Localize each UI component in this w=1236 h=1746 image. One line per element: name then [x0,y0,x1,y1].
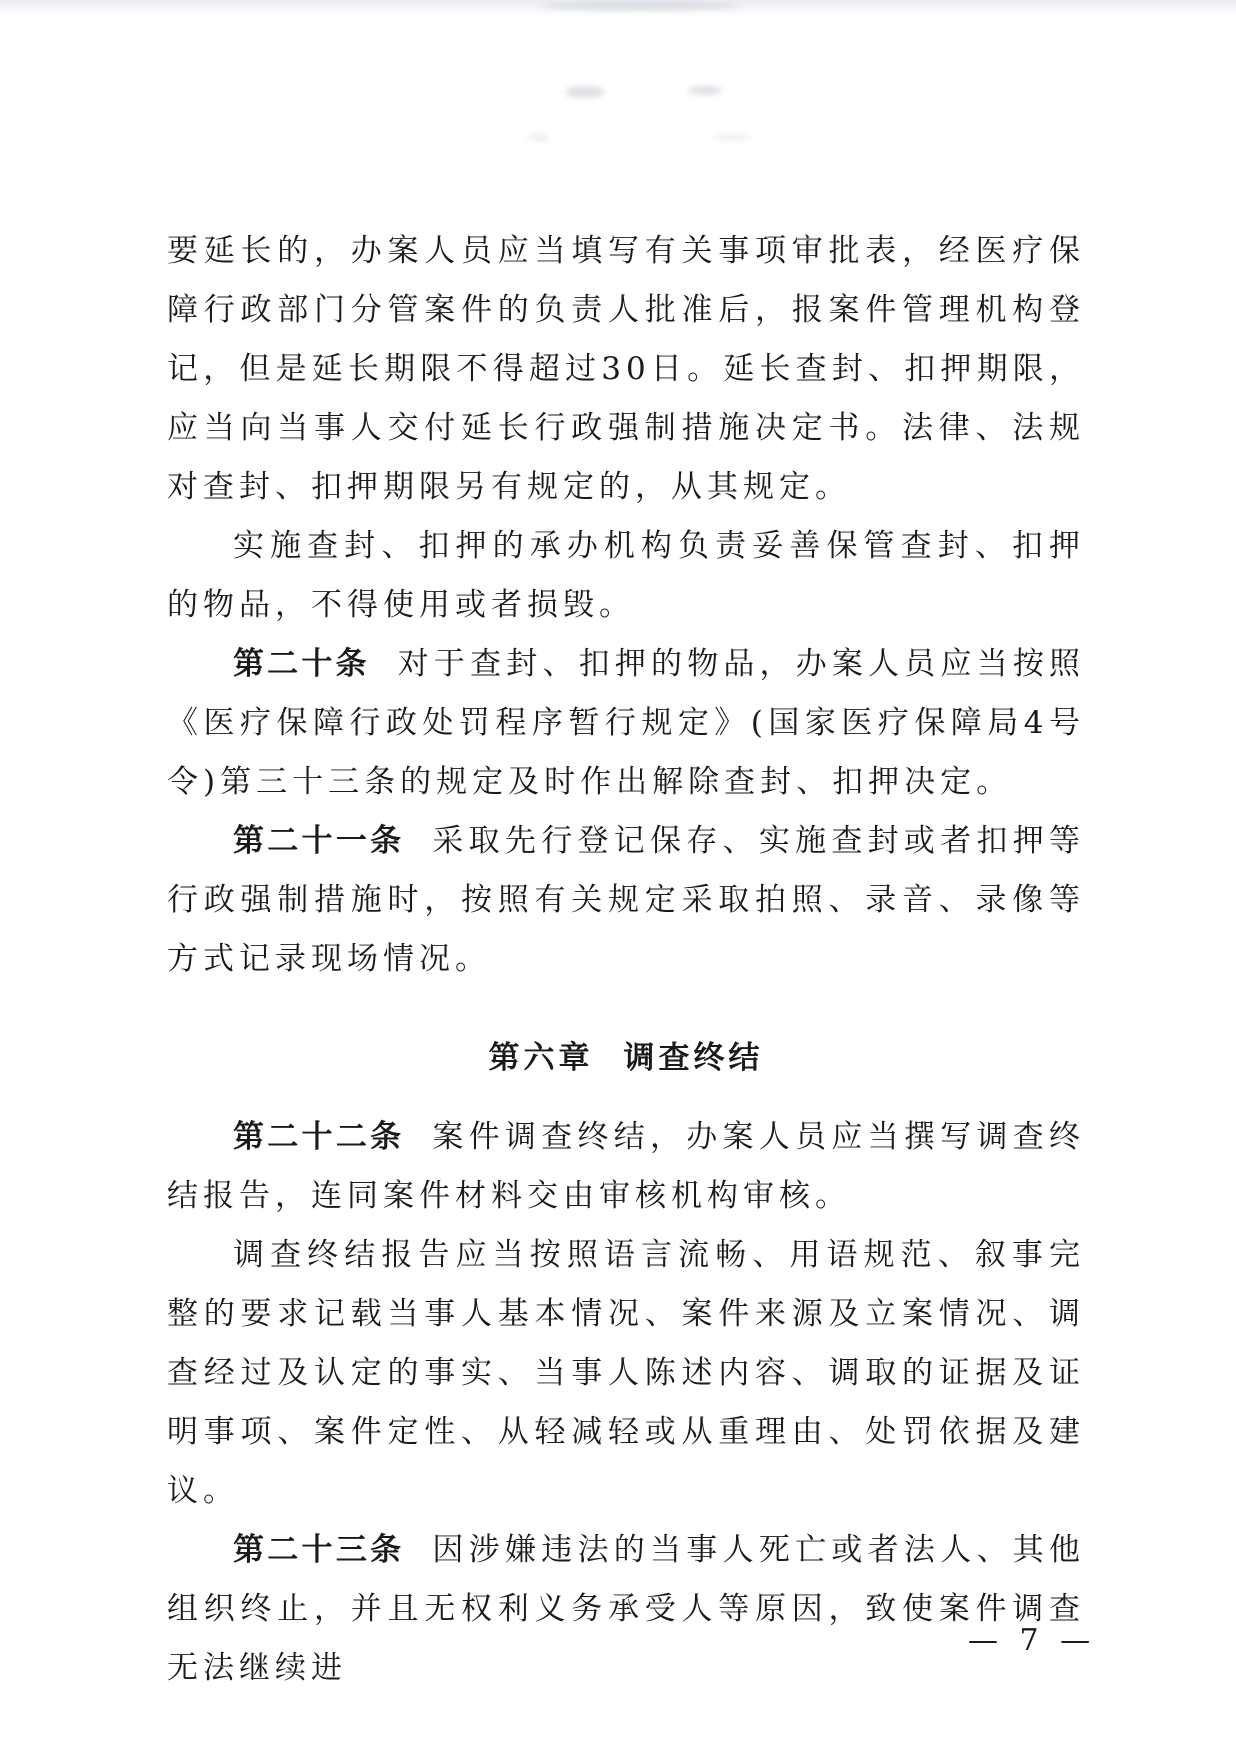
paragraph-report: 调查终结报告应当按照语言流畅、用语规范、叙事完整的要求记载当事人基本情况、案件来源及立案情况、调查经过及认定的事实、当事人陈述内容、调取的证据及证明事项、案件定性、从轻减轻或从重理由、处罚依据及建议。 [167,1237,1085,1509]
chapter-title: 调查终结 [623,1040,764,1076]
scan-smudge [712,134,752,140]
article-number: 第二十三条 [233,1532,405,1568]
article-text: 因涉嫌违法的当事人死亡或者法人、其他组织终止，并且无权利义务承受人等原因，致使案件调查无法继续进 [167,1532,1086,1686]
article-23 [167,1521,1085,1698]
article-text: 案件调查终结，办案人员应当撰写调查终结报告，连同案件材料交由审核机构审核。 [167,1119,1086,1214]
scan-smudge [565,86,605,98]
scan-smudge [528,134,550,141]
article-21 [167,812,1085,989]
article-22 [167,1108,1085,1226]
chapter-number: 第六章 [488,1040,594,1076]
body-text [167,222,1085,1698]
article-text: 采取先行登记保存、实施查封或者扣押等行政强制措施时，按照有关规定采取拍照、录音、录像等方式记录现场情况。 [167,823,1086,977]
article-number: 第二十条 [233,646,370,682]
article-text: 对于查封、扣押的物品，办案人员应当按照《医疗保障行政处罚程序暂行规定》(国家医疗保障局4号令)第三十三条的规定及时作出解除查封、扣押决定。 [167,646,1086,800]
article-number: 第二十一条 [233,823,405,859]
paragraph-continuation: 要延长的，办案人员应当填写有关事项审批表，经医疗保障行政部门分管案件的负责人批准后，报案件管理机构登记，但是延长期限不得超过30日。延长查封、扣押期限，应当向当事人交付延长行政强制措施决定书。法律、法规对查封、扣押期限另有规定的，从其规定。 [167,233,1085,505]
article-number: 第二十二条 [233,1119,405,1155]
scan-smudge [688,86,722,95]
page-number: — 7 — [968,1623,1097,1658]
paragraph-custody: 实施查封、扣押的承办机构负责妥善保管查封、扣押的物品，不得使用或者损毁。 [167,528,1085,623]
scan-smudge [540,2,740,10]
chapter-heading [167,989,1085,1108]
article-20 [167,635,1085,812]
